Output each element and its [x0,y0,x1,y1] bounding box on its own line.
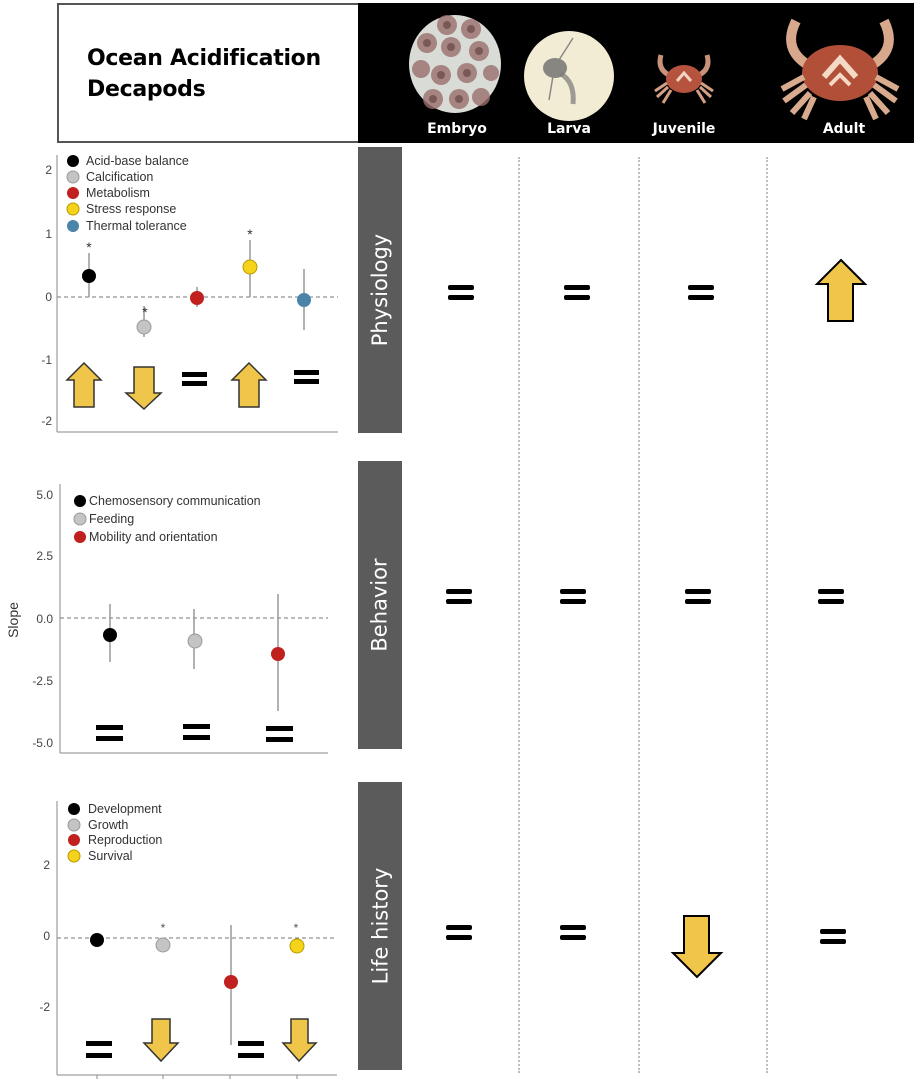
row-label-behavior [358,461,402,749]
y-tick: 0 [45,290,52,304]
life-stage-header [358,3,914,143]
arrow-down-icon [283,1019,316,1061]
legend-label: Development [88,802,162,816]
physiology-chart [0,145,358,437]
data-point-stress-response [243,260,257,274]
legend-label: Survival [88,849,133,863]
y-tick: 1 [45,227,52,241]
equal-icon [238,1041,264,1046]
data-point-mobility [271,647,285,661]
legend-label: Stress response [86,202,177,216]
equal-icon [688,285,714,300]
significance-asterisk: * [293,921,299,935]
stage-label-embryo: Embryo [427,121,487,137]
row-label-physiology [358,147,402,433]
y-tick: -2 [41,414,52,428]
y-tick: 2 [45,163,52,177]
legend-label: Thermal tolerance [86,219,187,233]
adult-crab-image [778,15,902,127]
data-point-feeding [188,634,202,648]
y-tick: 0 [43,929,50,943]
data-point-survival [290,939,304,953]
legend-label: Calcification [86,170,154,184]
y-tick: -2 [39,1000,50,1014]
data-point-acid-base [82,269,96,283]
significance-asterisk: * [142,304,148,320]
data-point-growth [156,938,170,952]
stage-label-juvenile: Juvenile [652,121,716,137]
row-label-text: Behavior [368,558,392,652]
equal-icon [685,589,711,604]
equal-icon [564,285,590,300]
title-line-2: Decapods [87,77,206,102]
significance-asterisk: * [247,226,253,242]
column-divider [518,157,520,1073]
column-divider [638,157,640,1073]
data-point-thermal-tolerance [297,293,311,307]
title-line-1: Ocean Acidification [87,46,321,71]
arrow-down-icon [126,367,161,409]
legend-label: Chemosensory communication [89,494,261,508]
page-title [87,43,321,105]
row-label-life-history [358,782,402,1070]
equal-icon [448,285,474,300]
data-point-metabolism [190,291,204,305]
data-point-chemosensory [103,628,117,642]
data-point-development [90,933,104,947]
equal-icon [86,1041,112,1046]
arrow-up-icon [814,258,868,324]
equal-icon [820,929,846,944]
data-point-reproduction [224,975,238,989]
arrow-up-icon [67,363,101,407]
equal-icon [446,925,472,940]
y-tick: 2 [43,858,50,872]
row-label-text: Life history [368,867,393,985]
y-tick: 5.0 [36,488,53,502]
legend-label: Growth [88,818,129,832]
y-tick: -5.0 [32,736,53,750]
equal-icon [818,589,844,604]
stage-label-larva: Larva [547,121,591,137]
behavior-chart [0,470,358,762]
arrow-down-icon [144,1019,178,1061]
title-box [57,3,358,143]
equal-icon [446,589,472,604]
row-label-text: Physiology [368,233,392,347]
juvenile-crab-image [653,45,715,107]
legend-label: Feeding [89,512,135,526]
y-tick: -2.5 [32,674,53,688]
legend-label: Metabolism [86,186,150,200]
legend-label: Reproduction [88,833,163,847]
y-axis-label: Slope [5,602,21,638]
legend-label: Acid-base balance [86,154,189,168]
arrow-up-icon [232,363,266,407]
equal-icon [96,725,123,730]
embryo-image [407,13,503,115]
stage-label-adult: Adult [822,121,866,137]
y-tick: 0.0 [36,612,53,626]
arrow-down-icon [670,914,724,980]
data-point-calcification [137,320,151,334]
equal-icon [182,372,207,377]
significance-asterisk: * [86,239,92,255]
column-divider [766,157,768,1073]
equal-icon [183,724,210,729]
equal-icon [294,370,319,375]
significance-asterisk: * [160,921,166,935]
legend-label: Mobility and orientation [89,530,218,544]
y-tick: 2.5 [36,549,53,563]
larva-image [523,30,615,122]
equal-icon [560,925,586,940]
equal-icon [560,589,586,604]
equal-icon [266,726,293,731]
life-history-chart [0,785,358,1085]
y-tick: -1 [41,353,52,367]
